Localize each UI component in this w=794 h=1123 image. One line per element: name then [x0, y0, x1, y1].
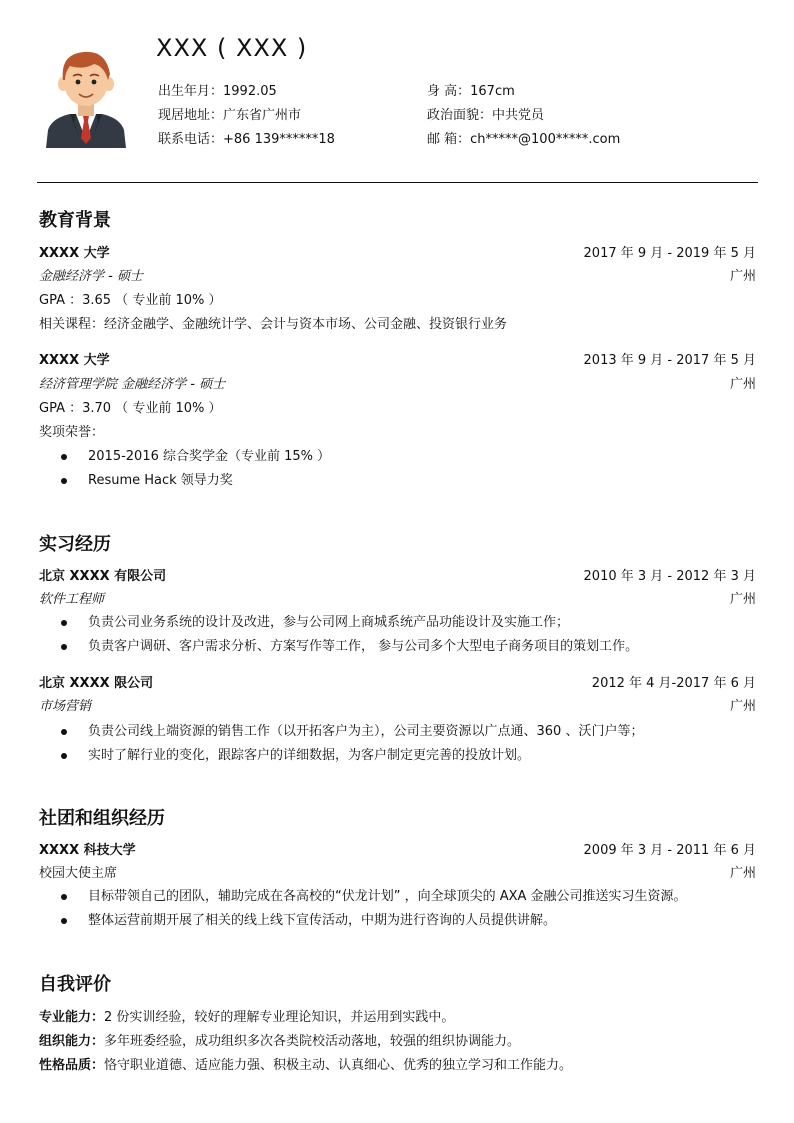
intern-2-city: 广州 — [729, 699, 756, 714]
intern-1-city: 广州 — [729, 592, 756, 607]
avatar — [44, 44, 128, 148]
intern-2-company: 北京 XXXX 限公司 — [39, 676, 154, 691]
political-label: 政治面貌： — [427, 108, 493, 123]
edu-2-header — [39, 349, 756, 368]
edu-2-awards-label: 奖项荣誉： — [39, 425, 105, 440]
edu-1-city: 广州 — [729, 269, 756, 284]
bullet-dot — [61, 478, 67, 484]
edu-2-school: XXXX 大学 — [39, 353, 110, 368]
intern-2-bullet: 负责公司线上端资源的销售工作（以开拓客户为主），公司主要资源以广点通、360 、沃门户等； — [88, 724, 644, 739]
edu-1-period: 2017 年 9 月 - 2019 年 5 月 — [583, 246, 756, 261]
edu-2-subheader — [39, 373, 756, 392]
address: 现居地址：广东省广州市 — [158, 108, 302, 123]
self-eval-label: 专业能力： — [39, 1010, 105, 1025]
height-value: 167cm — [470, 84, 515, 99]
edu-2-major: 经济管理学院 金融经济学 - 硕士 — [39, 377, 226, 392]
self-eval-label: 性格品质： — [39, 1058, 105, 1073]
bullet-dot — [61, 753, 67, 759]
edu-1-courses: 相关课程：经济金融学、金融统计学、会计与资本市场、公司金融、投资银行业务 — [39, 317, 508, 332]
club-1-city: 广州 — [729, 866, 756, 881]
self-eval-text: 2 份实训经验，较好的理解专业理论知识，并运用到实践中。 — [104, 1010, 455, 1025]
bullet-dot — [61, 918, 67, 924]
edu-2-city: 广州 — [729, 377, 756, 392]
intern-2-subheader — [39, 695, 756, 714]
height-field — [427, 80, 515, 99]
self-eval-text: 多年班委经验，成功组织多次各类院校活动落地，较强的组织协调能力。 — [104, 1034, 521, 1049]
club-1-subheader — [39, 862, 756, 881]
candidate-name: XXX ( XXX ) — [156, 34, 308, 62]
club-1-header — [39, 839, 756, 858]
intern-1-header — [39, 565, 756, 584]
intern-1-subheader — [39, 588, 756, 607]
political-value: 中共党员 — [492, 108, 545, 123]
edu-1-gpa: GPA ：3.65 （ 专业前 10% ） — [39, 293, 222, 308]
club-1-role: 校园大使主席 — [39, 866, 118, 881]
education-title: 教育背景 — [39, 210, 111, 231]
email-field — [427, 128, 620, 147]
clubs-title: 社团和组织经历 — [39, 808, 165, 829]
club-1-period: 2009 年 3 月 - 2011 年 6 月 — [583, 843, 756, 858]
bullet-dot — [61, 894, 67, 900]
edu-1-major: 金融经济学 - 硕士 — [39, 269, 143, 284]
intern-2-role: 市场营销 — [39, 699, 92, 714]
email-value: ch*****@100*****.com — [470, 132, 621, 147]
self-eval-item — [39, 1054, 756, 1073]
award-item: 2015-2016 综合奖学金（专业前 15% ） — [88, 449, 331, 464]
edu-1-header — [39, 242, 756, 261]
self-eval-item — [39, 1006, 756, 1025]
edu-1-subheader — [39, 265, 756, 284]
bullet-dot — [61, 729, 67, 735]
intern-1-bullet: 负责公司业务系统的设计及改进，参与公司网上商城系统产品功能设计及实施工作； — [88, 615, 570, 630]
header-divider — [37, 182, 758, 183]
edu-2-gpa: GPA ：3.70 （ 专业前 10% ） — [39, 401, 222, 416]
intern-1-company: 北京 XXXX 有限公司 — [39, 569, 167, 584]
bullet-dot — [61, 454, 67, 460]
club-1-bullet: 整体运营前期开展了相关的线上线下宣传活动，中期为进行咨询的人员提供讲解。 — [88, 913, 557, 928]
award-item: Resume Hack 领导力奖 — [88, 473, 233, 488]
edu-1-school: XXXX 大学 — [39, 246, 110, 261]
club-1-org: XXXX 科技大学 — [39, 843, 136, 858]
intern-2-bullet: 实时了解行业的变化，跟踪客户的详细数据，为客户制定更完善的投放计划。 — [88, 748, 531, 763]
self-eval-item — [39, 1030, 756, 1049]
email-label: 邮 箱： — [427, 132, 471, 147]
birth-date: 出生年月：1992.05 — [158, 84, 277, 99]
bullet-dot — [61, 620, 67, 626]
intern-1-bullet: 负责客户调研、客户需求分析、方案写作等工作， 参与公司多个大型电子商务项目的策划工作。 — [88, 639, 639, 654]
intern-1-role: 软件工程师 — [39, 592, 105, 607]
political-field — [427, 104, 544, 123]
intern-1-period: 2010 年 3 月 - 2012 年 3 月 — [583, 569, 756, 584]
self-eval-text: 恪守职业道德、适应能力强、积极主动、认真细心、优秀的独立学习和工作能力。 — [104, 1058, 573, 1073]
intern-2-period: 2012 年 4 月-2017 年 6 月 — [591, 676, 756, 691]
internship-title: 实习经历 — [39, 534, 111, 555]
self-eval-label: 组织能力： — [39, 1034, 105, 1049]
edu-2-period: 2013 年 9 月 - 2017 年 5 月 — [583, 353, 756, 368]
club-1-bullet: 目标带领自己的团队，辅助完成在各高校的“伏龙计划” ，向全球顶尖的 AXA 金融公司推送实习生资源。 — [88, 889, 687, 904]
intern-2-header — [39, 672, 756, 691]
phone: 联系电话：+86 139******18 — [158, 132, 335, 147]
bullet-dot — [61, 644, 67, 650]
height-label: 身 高： — [427, 84, 471, 99]
self-eval-title: 自我评价 — [39, 974, 111, 995]
